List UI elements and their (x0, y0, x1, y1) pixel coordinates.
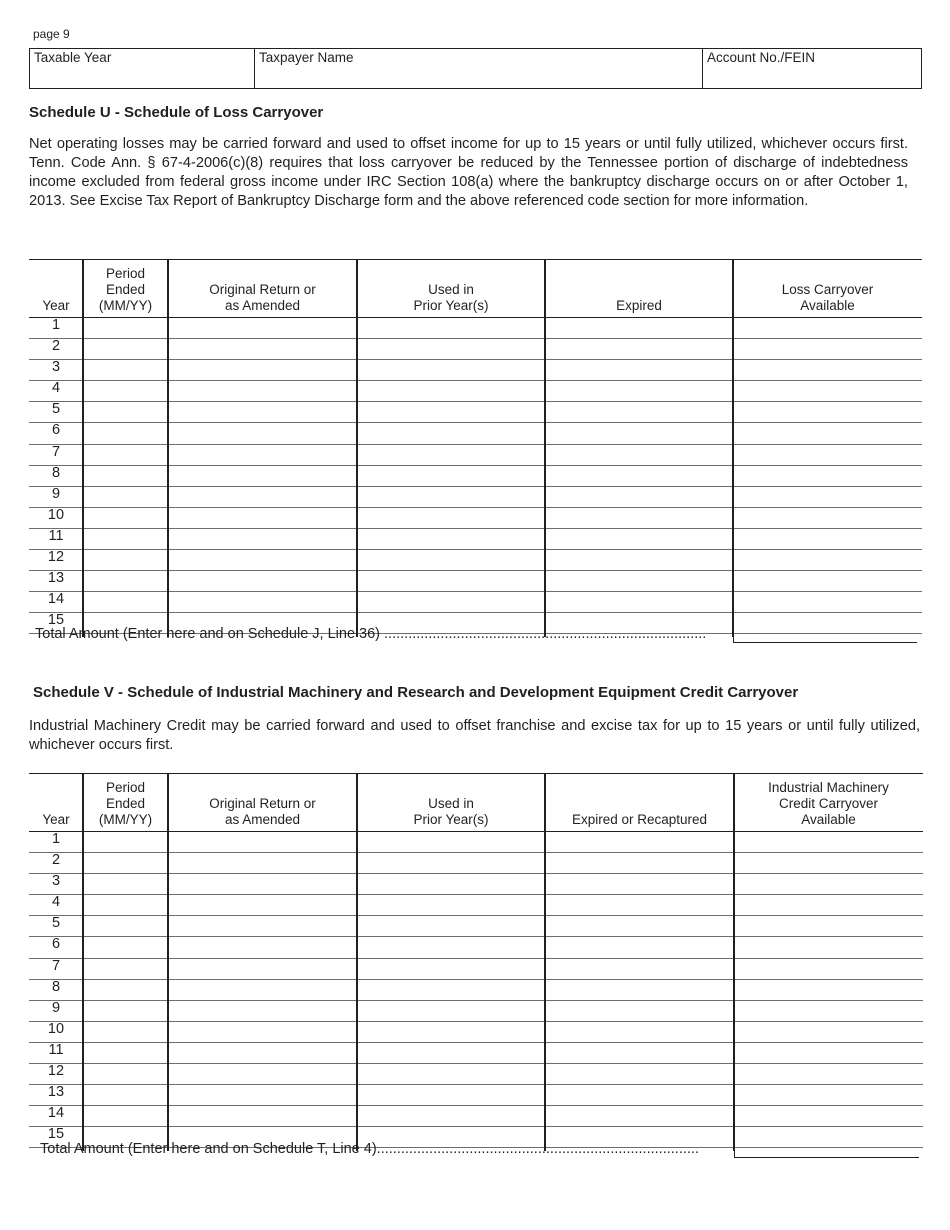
table-row (29, 445, 922, 466)
table-input-cell[interactable] (83, 592, 168, 612)
table-input-cell[interactable] (734, 874, 923, 894)
row-number: 9 (51, 999, 61, 1016)
table-input-cell[interactable] (357, 895, 545, 915)
table-input-cell[interactable] (83, 937, 168, 957)
table-input-cell[interactable] (734, 895, 923, 915)
table-row (29, 1106, 923, 1127)
table-input-cell[interactable] (357, 402, 545, 422)
table-input-cell[interactable] (357, 381, 545, 401)
table-input-cell[interactable] (357, 1106, 545, 1126)
table-input-cell[interactable] (545, 381, 733, 401)
row-number: 9 (51, 485, 61, 502)
table-input-cell[interactable] (168, 402, 357, 422)
row-number: 4 (51, 380, 61, 397)
table-input-cell[interactable] (168, 339, 357, 359)
table-input-cell[interactable] (545, 895, 734, 915)
table-input-cell[interactable] (545, 571, 733, 591)
table-row (29, 592, 922, 613)
row-number: 14 (47, 1105, 65, 1122)
table-input-cell[interactable] (545, 832, 734, 852)
table-input-cell[interactable] (83, 571, 168, 591)
table-input-cell[interactable] (357, 571, 545, 591)
table-row (29, 980, 923, 1001)
table-input-cell[interactable] (545, 508, 733, 528)
schedule-v-column-header: Industrial Machinery Credit Carryover Available (768, 780, 889, 827)
table-input-cell[interactable] (83, 959, 168, 979)
table-input-cell[interactable] (168, 1064, 357, 1084)
schedule-u-header-row (29, 260, 922, 318)
row-number: 11 (48, 527, 64, 544)
account-no-field[interactable]: Account No./FEIN (707, 50, 816, 65)
table-row (29, 937, 923, 958)
row-number: 3 (51, 873, 61, 890)
row-number: 6 (51, 936, 61, 953)
table-input-cell[interactable] (545, 445, 733, 465)
schedule-u-column-header: Expired (616, 298, 662, 313)
table-input-cell[interactable] (545, 874, 734, 894)
table-input-cell[interactable] (545, 550, 733, 570)
table-input-cell[interactable] (357, 360, 545, 380)
table-row (29, 874, 923, 895)
table-input-cell[interactable] (168, 423, 357, 443)
table-input-cell[interactable] (357, 959, 545, 979)
table-input-cell[interactable] (83, 1106, 168, 1126)
column-divider (356, 774, 358, 1151)
table-input-cell[interactable] (733, 318, 922, 338)
row-number: 6 (51, 422, 61, 439)
table-input-cell[interactable] (168, 445, 357, 465)
table-input-cell[interactable] (545, 339, 733, 359)
table-input-cell[interactable] (545, 1001, 734, 1021)
table-input-cell[interactable] (168, 592, 357, 612)
table-input-cell[interactable] (83, 1064, 168, 1084)
table-row (29, 1001, 923, 1022)
schedule-v-total-input[interactable] (734, 1135, 919, 1158)
table-row (29, 318, 922, 339)
table-input-cell[interactable] (83, 360, 168, 380)
table-input-cell[interactable] (357, 1001, 545, 1021)
table-input-cell[interactable] (545, 980, 734, 1000)
table-input-cell[interactable] (734, 832, 923, 852)
table-input-cell[interactable] (733, 360, 922, 380)
table-input-cell[interactable] (734, 1085, 923, 1105)
table-input-cell[interactable] (168, 853, 357, 873)
table-row (29, 381, 922, 402)
table-row (29, 1085, 923, 1106)
table-input-cell[interactable] (168, 1022, 357, 1042)
schedule-u-column-header: Year (42, 298, 70, 313)
row-number: 1 (51, 317, 61, 333)
column-divider (544, 260, 546, 637)
schedule-u-title: Schedule U - Schedule of Loss Carryover (29, 104, 324, 121)
table-input-cell[interactable] (83, 980, 168, 1000)
table-input-cell[interactable] (545, 1106, 734, 1126)
schedule-u-paragraph: Net operating losses may be carried forward and used to offset income for up to 15 years or until fully utilized, whichever occurs first. Tenn. Code Ann. § 67-4-2006(c)(8) requires that loss carryover be reduced by the Tennessee portion of discharge of indebtedness income excluded from federal gross income under IRC Section 108(a) where the bankruptcy discharge occurs on or after October 1, 2013. See Excise Tax Report of Bankruptcy Discharge form and the above referenced code section for more information. (29, 136, 908, 209)
table-input-cell[interactable] (733, 550, 922, 570)
table-input-cell[interactable] (83, 853, 168, 873)
table-input-cell[interactable] (734, 1022, 923, 1042)
table-input-cell[interactable] (357, 423, 545, 443)
column-divider (167, 260, 169, 637)
table-input-cell[interactable] (83, 895, 168, 915)
table-input-cell[interactable] (357, 1043, 545, 1063)
schedule-u-column-header: Period Ended (MM/YY) (98, 266, 153, 313)
column-divider (356, 260, 358, 637)
table-input-cell[interactable] (545, 1064, 734, 1084)
table-input-cell[interactable] (733, 508, 922, 528)
table-input-cell[interactable] (545, 360, 733, 380)
table-input-cell[interactable] (733, 487, 922, 507)
table-input-cell[interactable] (168, 529, 357, 549)
table-row (29, 529, 922, 550)
table-input-cell[interactable] (83, 874, 168, 894)
table-row (29, 1064, 923, 1085)
table-input-cell[interactable] (168, 832, 357, 852)
table-input-cell[interactable] (734, 1064, 923, 1084)
table-row (29, 423, 922, 444)
table-input-cell[interactable] (83, 529, 168, 549)
table-input-cell[interactable] (168, 1106, 357, 1126)
row-number: 12 (47, 1063, 65, 1080)
table-input-cell[interactable] (357, 853, 545, 873)
schedule-u-total-label: Total Amount (Enter here and on Schedule J, Line 36) ................................................................................ (35, 626, 707, 642)
table-input-cell[interactable] (83, 318, 168, 338)
table-input-cell[interactable] (734, 853, 923, 873)
table-input-cell[interactable] (83, 916, 168, 936)
row-number: 5 (51, 401, 61, 418)
row-number: 8 (51, 464, 61, 481)
row-number: 7 (51, 957, 61, 974)
column-divider (732, 260, 734, 637)
table-input-cell[interactable] (168, 487, 357, 507)
table-input-cell[interactable] (168, 980, 357, 1000)
row-number: 10 (47, 506, 65, 523)
table-input-cell[interactable] (545, 466, 733, 486)
table-row (29, 360, 922, 381)
table-row (29, 466, 922, 487)
table-input-cell[interactable] (734, 1106, 923, 1126)
row-number: 14 (47, 591, 65, 608)
row-number: 4 (51, 894, 61, 911)
table-input-cell[interactable] (357, 1022, 545, 1042)
row-number: 7 (51, 443, 61, 460)
schedule-v-header-row (29, 774, 923, 832)
schedule-v-column-header: Expired or Recaptured (571, 812, 708, 827)
table-input-cell[interactable] (545, 1085, 734, 1105)
table-input-cell[interactable] (83, 381, 168, 401)
table-input-cell[interactable] (83, 550, 168, 570)
table-input-cell[interactable] (733, 466, 922, 486)
table-input-cell[interactable] (734, 937, 923, 957)
row-number: 5 (51, 915, 61, 932)
table-input-cell[interactable] (168, 571, 357, 591)
table-row (29, 550, 922, 571)
table-input-cell[interactable] (733, 402, 922, 422)
schedule-v-paragraph: Industrial Machinery Credit may be carried forward and used to offset franchise and excise tax for up to 15 years or until fully utilized, whichever occurs first. (29, 718, 920, 753)
table-input-cell[interactable] (734, 959, 923, 979)
column-divider (544, 774, 546, 1151)
table-input-cell[interactable] (168, 1085, 357, 1105)
table-input-cell[interactable] (357, 1064, 545, 1084)
schedule-v-column-header: Used in Prior Year(s) (413, 796, 489, 827)
table-input-cell[interactable] (545, 402, 733, 422)
table-input-cell[interactable] (733, 423, 922, 443)
table-input-cell[interactable] (357, 318, 545, 338)
table-row (29, 487, 922, 508)
table-input-cell[interactable] (83, 402, 168, 422)
table-input-cell[interactable] (734, 1043, 923, 1063)
table-input-cell[interactable] (168, 895, 357, 915)
row-number: 8 (51, 978, 61, 995)
table-input-cell[interactable] (357, 508, 545, 528)
table-input-cell[interactable] (83, 423, 168, 443)
taxpayer-name-field[interactable]: Taxpayer Name (255, 49, 703, 88)
table-input-cell[interactable] (734, 916, 923, 936)
row-number: 2 (51, 852, 61, 869)
row-number: 11 (48, 1041, 64, 1058)
table-input-cell[interactable] (357, 445, 545, 465)
table-input-cell[interactable] (168, 550, 357, 570)
table-input-cell[interactable] (357, 832, 545, 852)
table-input-cell[interactable] (733, 445, 922, 465)
schedule-v-column-header: Year (42, 812, 70, 827)
table-input-cell[interactable] (357, 550, 545, 570)
table-input-cell[interactable] (545, 959, 734, 979)
row-number: 2 (51, 338, 61, 355)
table-row (29, 339, 922, 360)
table-row (29, 508, 922, 529)
column-divider (167, 774, 169, 1151)
schedule-v-column-header: Period Ended (MM/YY) (98, 780, 153, 827)
table-input-cell[interactable] (733, 529, 922, 549)
table-input-cell[interactable] (357, 339, 545, 359)
table-input-cell[interactable] (545, 937, 734, 957)
taxable-year-field[interactable]: Taxable Year (30, 49, 255, 88)
table-input-cell[interactable] (83, 508, 168, 528)
table-input-cell[interactable] (545, 1043, 734, 1063)
table-row (29, 402, 922, 423)
schedule-v-title: Schedule V - Schedule of Industrial Machinery and Research and Development Equipment Credit Carryover (33, 684, 799, 701)
schedule-u-column-header: Used in Prior Year(s) (413, 282, 489, 313)
table-input-cell[interactable] (357, 487, 545, 507)
table-row (29, 571, 922, 592)
table-input-cell[interactable] (168, 937, 357, 957)
table-input-cell[interactable] (734, 980, 923, 1000)
table-input-cell[interactable] (545, 529, 733, 549)
table-input-cell[interactable] (168, 466, 357, 486)
table-input-cell[interactable] (357, 874, 545, 894)
schedule-u-table (29, 259, 922, 634)
table-input-cell[interactable] (168, 916, 357, 936)
table-input-cell[interactable] (83, 1001, 168, 1021)
row-number: 3 (51, 359, 61, 376)
schedule-u-column-header: Original Return or as Amended (209, 282, 316, 313)
table-row (29, 959, 923, 980)
table-input-cell[interactable] (545, 916, 734, 936)
table-input-cell[interactable] (545, 423, 733, 443)
row-number: 1 (51, 831, 61, 847)
schedule-v-total-label: Total Amount (Enter here and on Schedule T, Line 4)................................................................................ (40, 1141, 699, 1157)
table-input-cell[interactable] (357, 980, 545, 1000)
table-input-cell[interactable] (545, 853, 734, 873)
table-input-cell[interactable] (733, 339, 922, 359)
table-input-cell[interactable] (168, 874, 357, 894)
taxpayer-header (29, 48, 922, 89)
table-input-cell[interactable] (83, 445, 168, 465)
table-input-cell[interactable] (168, 381, 357, 401)
table-row (29, 895, 923, 916)
table-input-cell[interactable] (83, 832, 168, 852)
table-input-cell[interactable] (168, 360, 357, 380)
table-input-cell[interactable] (545, 592, 733, 612)
row-number: 15 (47, 612, 65, 629)
table-input-cell[interactable] (83, 1085, 168, 1105)
table-input-cell[interactable] (83, 339, 168, 359)
table-row (29, 916, 923, 937)
table-input-cell[interactable] (357, 937, 545, 957)
schedule-v-table (29, 773, 923, 1148)
table-input-cell[interactable] (357, 592, 545, 612)
table-row (29, 853, 923, 874)
table-input-cell[interactable] (357, 466, 545, 486)
table-input-cell[interactable] (83, 1022, 168, 1042)
table-input-cell[interactable] (168, 508, 357, 528)
table-input-cell[interactable] (357, 529, 545, 549)
table-input-cell[interactable] (83, 466, 168, 486)
row-number: 10 (47, 1020, 65, 1037)
table-input-cell[interactable] (168, 1001, 357, 1021)
column-divider (733, 774, 735, 1151)
table-input-cell[interactable] (545, 1022, 734, 1042)
row-number: 13 (47, 1084, 65, 1101)
table-input-cell[interactable] (733, 592, 922, 612)
row-number: 15 (47, 1126, 65, 1143)
schedule-u-total-input[interactable] (733, 620, 917, 643)
page-number: page 9 (33, 27, 70, 41)
column-divider (82, 774, 84, 1151)
table-input-cell[interactable] (733, 381, 922, 401)
row-number: 13 (47, 570, 65, 587)
table-row (29, 1022, 923, 1043)
table-row (29, 1043, 923, 1064)
table-input-cell[interactable] (168, 318, 357, 338)
schedule-u-column-header: Loss Carryover Available (781, 282, 874, 313)
schedule-v-column-header: Original Return or as Amended (209, 796, 316, 827)
table-input-cell[interactable] (168, 1043, 357, 1063)
table-input-cell[interactable] (733, 571, 922, 591)
table-input-cell[interactable] (545, 487, 733, 507)
column-divider (82, 260, 84, 637)
table-input-cell[interactable] (83, 1043, 168, 1063)
table-row (29, 832, 923, 853)
table-input-cell[interactable] (357, 916, 545, 936)
table-input-cell[interactable] (734, 1001, 923, 1021)
table-input-cell[interactable] (545, 318, 733, 338)
table-input-cell[interactable] (357, 1085, 545, 1105)
row-number: 12 (47, 549, 65, 566)
table-input-cell[interactable] (168, 959, 357, 979)
table-input-cell[interactable] (83, 487, 168, 507)
